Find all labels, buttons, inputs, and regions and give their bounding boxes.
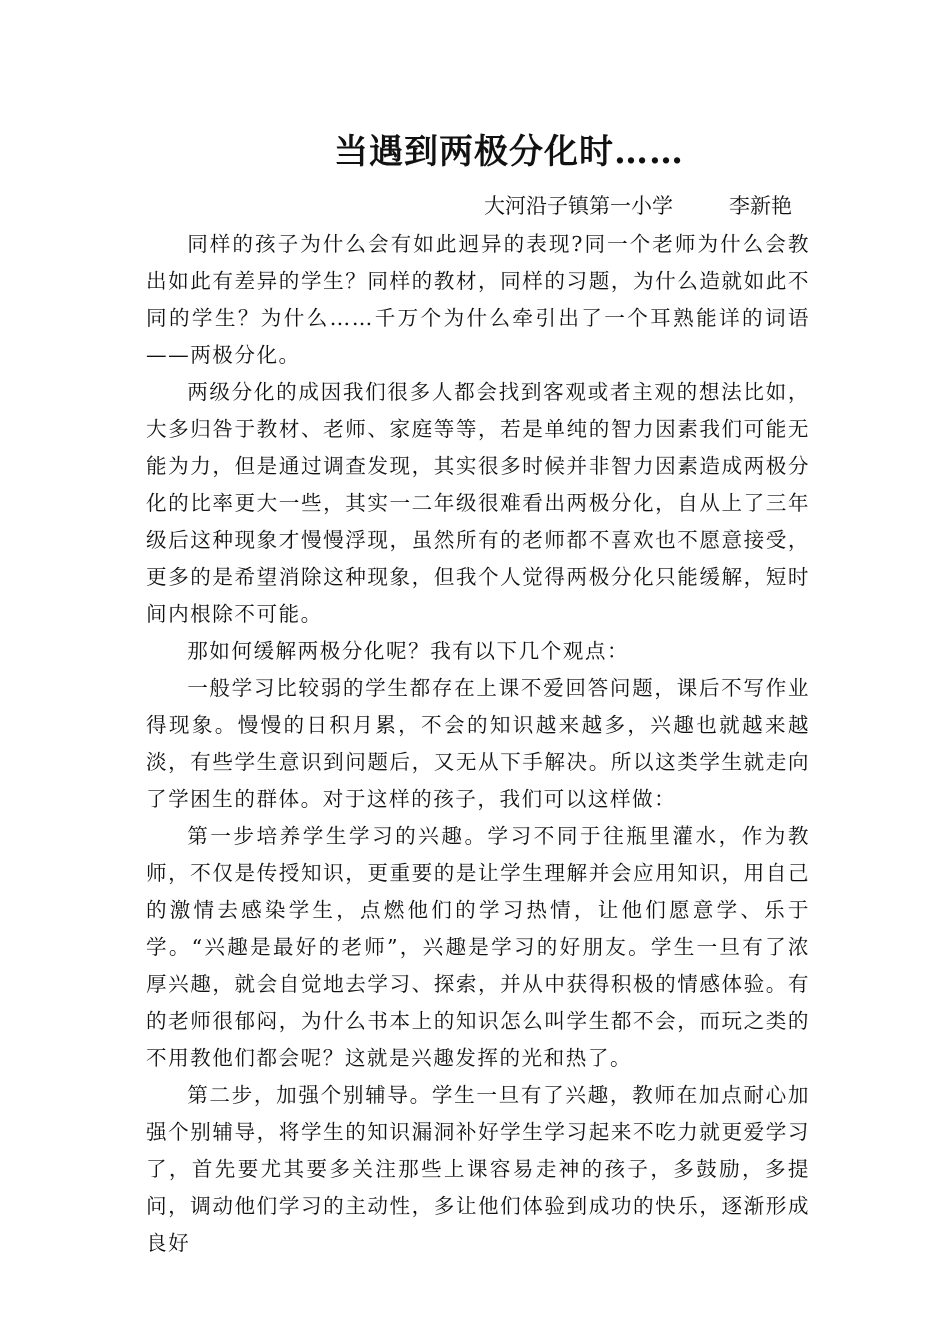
page-title: 当遇到两极分化时……	[334, 132, 684, 172]
byline	[484, 190, 792, 220]
author-name: 李新艳	[729, 194, 792, 218]
school-name: 大河沿子镇第一小学	[484, 194, 673, 218]
paragraph: 第二步，加强个别辅导。学生一旦有了兴趣，教师在加点耐心加强个别辅导，将学生的知识漏洞补好学生学习起来不吃力就更爱学习了，首先要尤其要多关注那些上课容易走神的孩子，多鼓励，多提问，调动他们学习的主动性，多让他们体验到成功的快乐，逐渐形成良好	[146, 1083, 810, 1255]
paragraph: 那如何缓解两极分化呢？我有以下几个观点：	[187, 639, 630, 663]
paragraph: 同样的孩子为什么会有如此迥异的表现?同一个老师为什么会教出如此有差异的学生？同样的教材，同样的习题，为什么造就如此不同的学生？为什么……千万个为什么牵引出了一个耳熟能详的词语——两极分化。	[146, 232, 810, 367]
paragraph: 两级分化的成因我们很多人都会找到客观或者主观的想法比如，大多归咎于教材、老师、家庭等等，若是单纯的智力因素我们可能无能为力，但是通过调查发现，其实很多时候并非智力因素造成两极分化的比率更大一些，其实一二年级很难看出两极分化，自从上了三年级后这种现象才慢慢浮现，虽然所有的老师都不喜欢也不愿意接受，更多的是希望消除这种现象，但我个人觉得两极分化只能缓解，短时间内根除不可能。	[146, 380, 810, 626]
paragraph: 第一步培养学生学习的兴趣。学习不同于往瓶里灌水，作为教师，不仅是传授知识，更重要的是让学生理解并会应用知识，用自己的激情去感染学生，点燃他们的学习热情，让他们愿意学、乐于学。“兴趣是最好的老师”，兴趣是学习的好朋友。学生一旦有了浓厚兴趣，就会自觉地去学习、探索，并从中获得积极的情感体验。有的老师很郁闷，为什么书本上的知识怎么叫学生都不会，而玩之类的不用教他们都会呢？这就是兴趣发挥的光和热了。	[146, 824, 810, 1070]
article-body	[146, 226, 810, 1262]
paragraph: 一般学习比较弱的学生都存在上课不爱回答问题，课后不写作业得现象。慢慢的日积月累，不会的知识越来越多，兴趣也就越来越淡，有些学生意识到问题后，又无从下手解决。所以这类学生就走向了学困生的群体。对于这样的孩子，我们可以这样做：	[146, 676, 810, 811]
